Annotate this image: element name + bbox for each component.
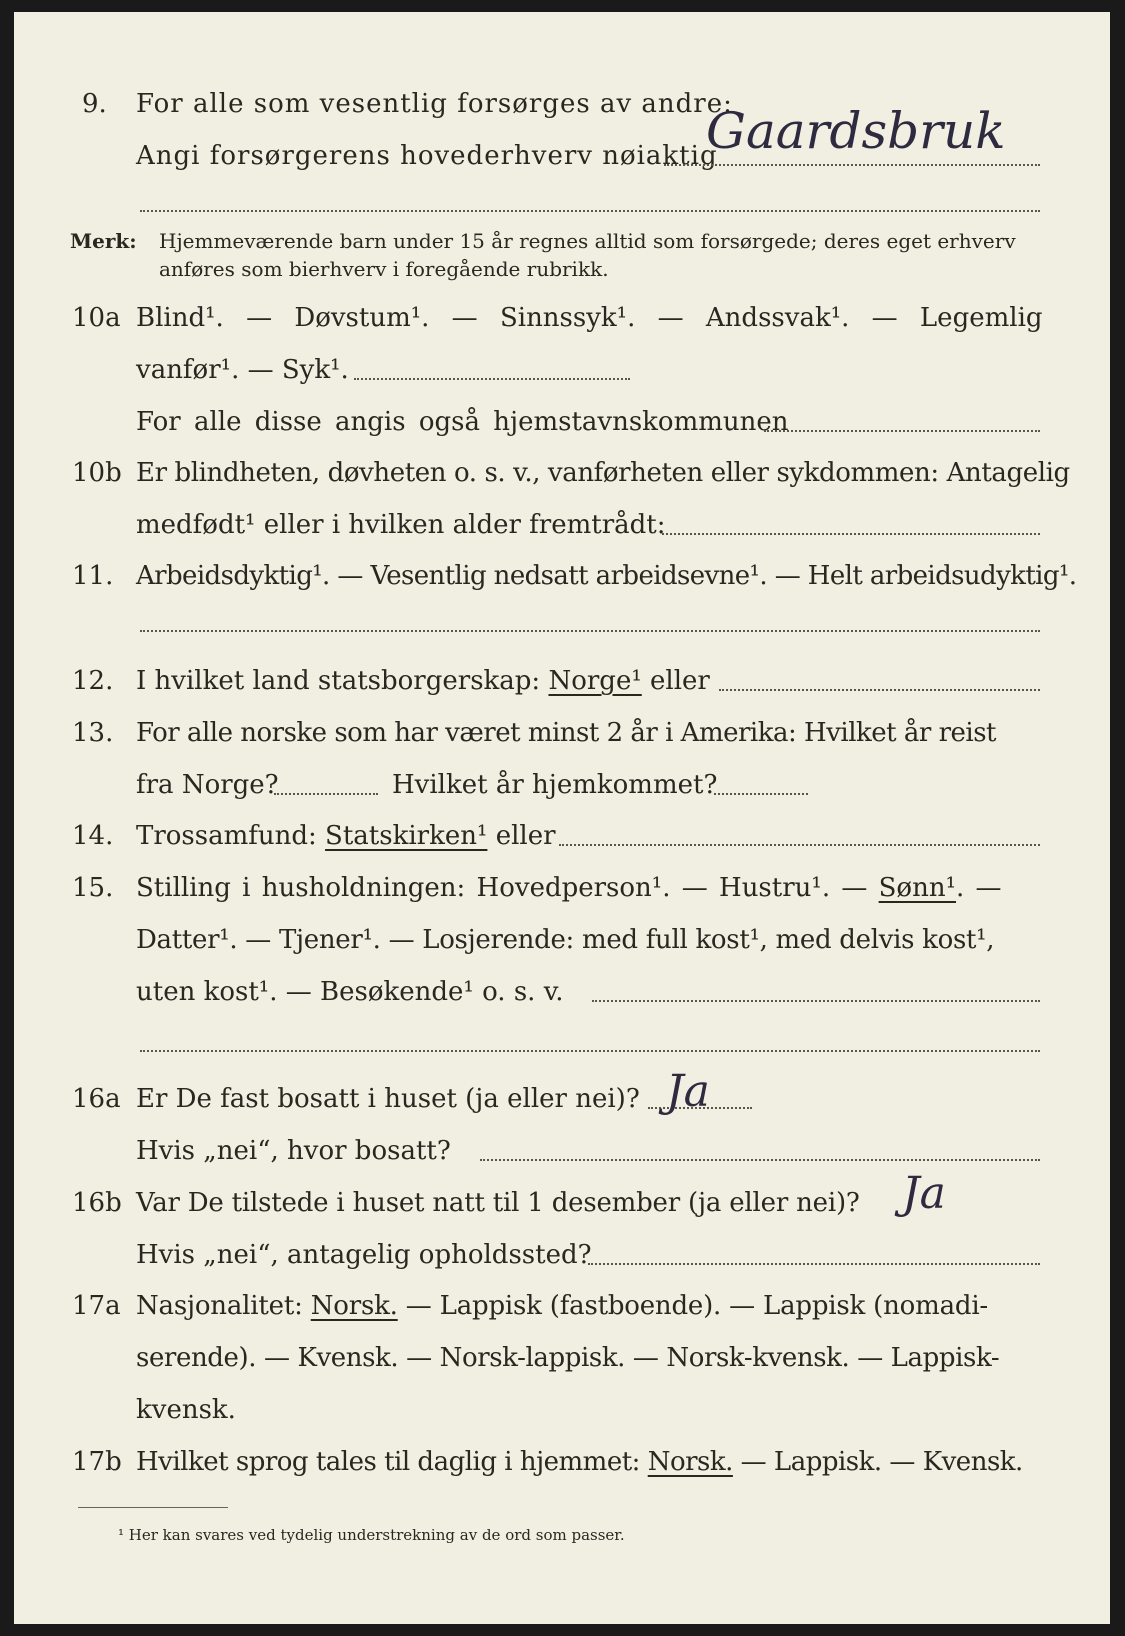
q9-line2: Angi forsørgerens hovederhverv nøiaktig bbox=[136, 141, 718, 171]
q16b-handwritten-answer: Ja bbox=[902, 1168, 946, 1219]
q14-underlined-answer: Statskirken¹ bbox=[325, 821, 488, 851]
q16a-number: 16a bbox=[72, 1084, 121, 1114]
q9-handwritten-answer: Gaardsbruk bbox=[706, 102, 1006, 160]
q17b-number: 17b bbox=[72, 1447, 122, 1477]
q15-dotted-2 bbox=[140, 1050, 1040, 1052]
q9-line1: For alle som vesentlig forsørges av andre: bbox=[136, 89, 733, 119]
q12-suffix: eller bbox=[650, 666, 710, 696]
q15-line1-prefix: Stilling i husholdningen: Hovedperson¹. — Hustru¹. — bbox=[136, 873, 868, 903]
q16a-line2: Hvis „nei“, hvor bosatt? bbox=[136, 1136, 451, 1166]
q17a-prefix: Nasjonalitet: bbox=[136, 1291, 303, 1321]
q17b-underlined-answer: Norsk. bbox=[647, 1447, 733, 1477]
q11-dotted bbox=[140, 630, 1040, 632]
q16b-line1: Var De tilstede i huset natt til 1 desember (ja eller nei)? bbox=[136, 1188, 860, 1218]
q11-number: 11. bbox=[72, 561, 114, 591]
q17a-suffix: — Lappisk (fastboende). — Lappisk (nomadi- bbox=[405, 1291, 989, 1321]
q10a-line2: vanfør¹. — Syk¹. bbox=[136, 355, 349, 385]
q14-dotted bbox=[559, 844, 1040, 846]
q17b-prefix: Hvilket sprog tales til daglig i hjemmet: bbox=[136, 1447, 640, 1477]
q13-dotted-b bbox=[714, 793, 808, 795]
footnote: ¹ Her kan svares ved tydelig understrekning av de ord som passer. bbox=[118, 1526, 625, 1544]
q15-underlined-answer: Sønn¹ bbox=[878, 873, 957, 903]
q16a-dotted-2 bbox=[480, 1159, 1040, 1161]
q11-line1: Arbeidsdyktig¹. — Vesentlig nedsatt arbeidsevne¹. — Helt arbeidsudyktig¹. bbox=[136, 561, 1077, 591]
merk-line1: Hjemmeværende barn under 15 år regnes alltid som forsørgede; deres eget erhverv bbox=[159, 229, 1016, 253]
q17a-line3: kvensk. bbox=[136, 1395, 236, 1425]
q13-line2b: Hvilket år hjemkommet? bbox=[392, 770, 718, 800]
footnote-rule bbox=[78, 1507, 228, 1508]
q13-line2a: fra Norge? bbox=[136, 770, 279, 800]
q16b-dotted bbox=[588, 1263, 1040, 1265]
q17a-line2: serende). — Kvensk. — Norsk-lappisk. — Norsk-kvensk. — Lappisk- bbox=[136, 1343, 1000, 1373]
q9-answer-line-2 bbox=[140, 210, 1040, 212]
q10a-line2-dotted bbox=[354, 378, 630, 380]
q10b-number: 10b bbox=[72, 458, 122, 488]
census-form-page bbox=[14, 12, 1110, 1624]
q16a-handwritten-answer: Ja bbox=[666, 1066, 710, 1117]
q10a-line3: For alle disse angis også hjemstavnskommunen bbox=[136, 407, 789, 437]
q13-line1: For alle norske som har været minst 2 år i Amerika: Hvilket år reist bbox=[136, 718, 996, 748]
q12-number: 12. bbox=[72, 666, 114, 696]
q15-line2: Datter¹. — Tjener¹. — Losjerende: med full kost¹, med delvis kost¹, bbox=[136, 925, 995, 955]
q15-dotted bbox=[592, 1000, 1040, 1002]
q17a-number: 17a bbox=[72, 1291, 121, 1321]
merk-label: Merk: bbox=[70, 229, 137, 253]
q14-suffix: eller bbox=[495, 821, 556, 851]
q15-line1-suffix: . — bbox=[956, 873, 1002, 903]
q15-line1 bbox=[136, 872, 1002, 904]
q17b-line bbox=[136, 1446, 1023, 1478]
q10a-line1: Blind¹. — Døvstum¹. — Sinnssyk¹. — Andssvak¹. — Legemlig bbox=[136, 303, 1043, 333]
q13-number: 13. bbox=[72, 718, 114, 748]
q15-line3: uten kost¹. — Besøkende¹ o. s. v. bbox=[136, 977, 564, 1007]
q9-answer-line bbox=[664, 164, 1040, 166]
q16b-number: 16b bbox=[72, 1188, 122, 1218]
q14-number: 14. bbox=[72, 821, 114, 851]
q14-prefix: Trossamfund: bbox=[136, 821, 317, 851]
q13-dotted-a bbox=[274, 793, 378, 795]
q16b-line2: Hvis „nei“, antagelig opholdssted? bbox=[136, 1240, 592, 1270]
q10a-line3-dotted bbox=[764, 430, 1040, 432]
q17a-underlined-answer: Norsk. bbox=[310, 1291, 398, 1321]
q14-line bbox=[136, 820, 556, 852]
q9-number: 9. bbox=[82, 89, 107, 119]
q12-underlined-answer: Norge¹ bbox=[548, 666, 642, 696]
merk-line2: anføres som bierhverv i foregående rubrikk. bbox=[159, 257, 609, 281]
q17a-line1 bbox=[136, 1290, 988, 1322]
q15-number: 15. bbox=[72, 873, 114, 903]
q17b-suffix: — Lappisk. — Kvensk. bbox=[740, 1447, 1023, 1477]
q10b-line1: Er blindheten, døvheten o. s. v., vanførheten eller sykdommen: Antagelig bbox=[136, 458, 1070, 488]
q10b-line2: medfødt¹ eller i hvilken alder fremtrådt: bbox=[136, 510, 666, 540]
q12-prefix: I hvilket land statsborgerskap: bbox=[136, 666, 541, 696]
q10b-dotted bbox=[662, 533, 1040, 535]
q16a-line1: Er De fast bosatt i huset (ja eller nei)? bbox=[136, 1084, 640, 1114]
q12-line bbox=[136, 665, 710, 697]
q10a-number: 10a bbox=[72, 303, 121, 333]
q12-dotted bbox=[719, 689, 1040, 691]
